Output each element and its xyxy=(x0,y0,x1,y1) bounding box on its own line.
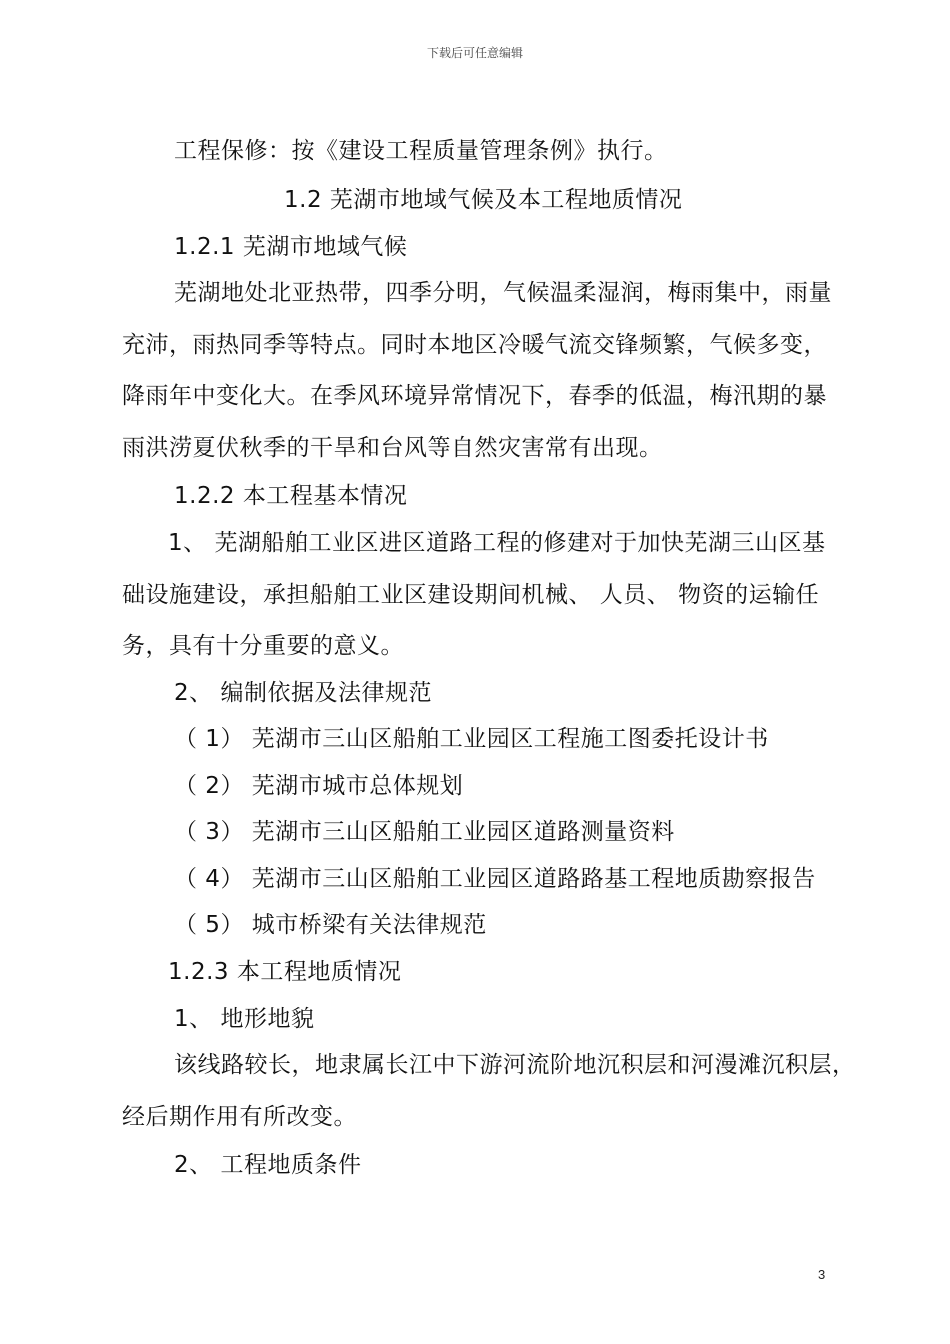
terrain-paragraph-line-2: 经后期作用有所改变。 xyxy=(122,1104,357,1130)
warranty-line: 工程保修：按《建设工程质量管理条例》执行。 xyxy=(174,138,668,164)
section-heading-1-2-3: 1.2.3 本工程地质情况 xyxy=(168,959,402,985)
climate-paragraph-line-2: 充沛，雨热同季等特点。同时本地区冷暖气流交锋频繁，气候多变， xyxy=(122,332,827,358)
basis-item-5: （ 5） 城市桥梁有关法律规范 xyxy=(174,912,487,938)
climate-paragraph-line-1: 芜湖地处北亚热带，四季分明，气候温柔湿润，梅雨集中，雨量 xyxy=(174,280,832,306)
page-header: 下载后可任意编辑 xyxy=(426,46,523,60)
terrain-heading: 1、 地形地貌 xyxy=(174,1006,315,1032)
basis-item-2: （ 2） 芜湖市城市总体规划 xyxy=(174,773,464,799)
basis-item-4: （ 4） 芜湖市三山区船舶工业园区道路路基工程地质勘察报告 xyxy=(174,866,816,892)
project-paragraph-line-1: 1、 芜湖船舶工业区进区道路工程的修建对于加快芜湖三山区基 xyxy=(168,530,826,556)
project-paragraph-line-3: 务，具有十分重要的意义。 xyxy=(122,633,404,659)
climate-paragraph-line-4: 雨洪涝夏伏秋季的干旱和台风等自然灾害常有出现。 xyxy=(122,435,663,461)
basis-item-3: （ 3） 芜湖市三山区船舶工业园区道路测量资料 xyxy=(174,819,675,845)
section-heading-1-2-2: 1.2.2 本工程基本情况 xyxy=(174,483,408,509)
basis-item-1: （ 1） 芜湖市三山区船舶工业园区工程施工图委托设计书 xyxy=(174,726,769,752)
section-heading-1-2: 1.2 芜湖市地域气候及本工程地质情况 xyxy=(284,187,683,213)
terrain-paragraph-line-1: 该线路较长，地隶属长江中下游河流阶地沉积层和河漫滩沉积层， xyxy=(174,1052,856,1078)
project-paragraph-line-2: 础设施建设，承担船舶工业区建设期间机械、 人员、 物资的运输任 xyxy=(122,582,820,608)
geology-heading: 2、 工程地质条件 xyxy=(174,1152,362,1178)
section-heading-1-2-1: 1.2.1 芜湖市地域气候 xyxy=(174,234,408,260)
basis-heading: 2、 编制依据及法律规范 xyxy=(174,680,432,706)
page-number: 3 xyxy=(818,1267,826,1282)
climate-paragraph-line-3: 降雨年中变化大。在季风环境异常情况下，春季的低温，梅汛期的暴 xyxy=(122,383,827,409)
